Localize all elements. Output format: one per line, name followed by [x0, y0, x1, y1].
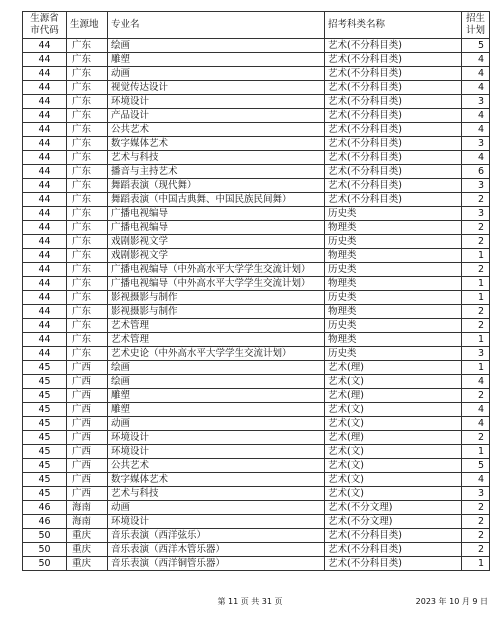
cell-category: 艺术(不分科目类) — [325, 151, 462, 165]
cell-province-code: 44 — [23, 305, 67, 319]
cell-origin: 广东 — [67, 193, 108, 207]
cell-major: 动画 — [108, 501, 325, 515]
cell-category: 艺术(文) — [325, 403, 462, 417]
cell-major: 雕塑 — [108, 403, 325, 417]
cell-province-code: 50 — [23, 529, 67, 543]
cell-category: 艺术(不分文理) — [325, 515, 462, 529]
cell-plan: 2 — [462, 263, 490, 277]
cell-province-code: 44 — [23, 319, 67, 333]
cell-major: 数字媒体艺术 — [108, 137, 325, 151]
cell-major: 戏剧影视文学 — [108, 249, 325, 263]
cell-province-code: 45 — [23, 431, 67, 445]
cell-plan: 1 — [462, 361, 490, 375]
cell-plan: 2 — [462, 515, 490, 529]
cell-category: 艺术(文) — [325, 375, 462, 389]
cell-plan: 2 — [462, 431, 490, 445]
cell-category: 历史类 — [325, 235, 462, 249]
cell-major: 雕塑 — [108, 389, 325, 403]
cell-major: 艺术史论（中外高水平大学学生交流计划） — [108, 347, 325, 361]
cell-province-code: 45 — [23, 445, 67, 459]
cell-major: 绘画 — [108, 361, 325, 375]
table-row — [23, 179, 490, 193]
table-row — [23, 333, 490, 347]
cell-major: 戏剧影视文学 — [108, 235, 325, 249]
cell-province-code: 44 — [23, 81, 67, 95]
cell-major: 产品设计 — [108, 109, 325, 123]
cell-major: 音乐表演（西洋铜管乐器） — [108, 557, 325, 571]
cell-category: 艺术(不分科目类) — [325, 109, 462, 123]
table-row — [23, 53, 490, 67]
cell-plan: 2 — [462, 319, 490, 333]
cell-category: 艺术(文) — [325, 417, 462, 431]
enrollment-plan-table — [22, 11, 490, 571]
cell-plan: 2 — [462, 543, 490, 557]
table-row — [23, 81, 490, 95]
cell-province-code: 44 — [23, 249, 67, 263]
cell-origin: 广东 — [67, 67, 108, 81]
cell-plan: 4 — [462, 403, 490, 417]
cell-province-code: 45 — [23, 459, 67, 473]
cell-province-code: 44 — [23, 235, 67, 249]
cell-origin: 广东 — [67, 333, 108, 347]
cell-origin: 广西 — [67, 431, 108, 445]
cell-plan: 6 — [462, 165, 490, 179]
table-row — [23, 305, 490, 319]
cell-origin: 重庆 — [67, 557, 108, 571]
cell-plan: 4 — [462, 473, 490, 487]
cell-major: 动画 — [108, 67, 325, 81]
cell-major: 广播电视编导（中外高水平大学学生交流计划） — [108, 277, 325, 291]
cell-origin: 海南 — [67, 515, 108, 529]
cell-major: 艺术与科技 — [108, 487, 325, 501]
cell-plan: 5 — [462, 39, 490, 53]
table-row — [23, 221, 490, 235]
cell-category: 历史类 — [325, 291, 462, 305]
cell-plan: 3 — [462, 487, 490, 501]
table-row — [23, 193, 490, 207]
cell-category: 艺术(不分科目类) — [325, 137, 462, 151]
cell-province-code: 44 — [23, 193, 67, 207]
cell-province-code: 44 — [23, 95, 67, 109]
cell-origin: 广东 — [67, 179, 108, 193]
header-major: 专业名 — [108, 12, 325, 39]
cell-category: 艺术(不分文理) — [325, 501, 462, 515]
cell-plan: 4 — [462, 151, 490, 165]
table-row — [23, 235, 490, 249]
table-row — [23, 123, 490, 137]
cell-plan: 4 — [462, 123, 490, 137]
cell-origin: 广东 — [67, 123, 108, 137]
cell-province-code: 44 — [23, 39, 67, 53]
cell-plan: 1 — [462, 249, 490, 263]
cell-province-code: 46 — [23, 515, 67, 529]
cell-major: 雕塑 — [108, 53, 325, 67]
cell-category: 艺术(不分科目类) — [325, 193, 462, 207]
table-row — [23, 459, 490, 473]
cell-origin: 广西 — [67, 473, 108, 487]
header-origin: 生源地 — [67, 12, 108, 39]
cell-category: 物理类 — [325, 277, 462, 291]
cell-province-code: 44 — [23, 277, 67, 291]
cell-province-code: 44 — [23, 123, 67, 137]
cell-major: 艺术与科技 — [108, 151, 325, 165]
cell-origin: 广东 — [67, 291, 108, 305]
cell-plan: 1 — [462, 291, 490, 305]
cell-plan: 3 — [462, 347, 490, 361]
cell-province-code: 44 — [23, 291, 67, 305]
cell-origin: 广东 — [67, 263, 108, 277]
cell-plan: 4 — [462, 109, 490, 123]
cell-category: 艺术(文) — [325, 473, 462, 487]
table-row — [23, 109, 490, 123]
cell-origin: 广东 — [67, 39, 108, 53]
table-row — [23, 319, 490, 333]
cell-plan: 4 — [462, 53, 490, 67]
cell-major: 音乐表演（西洋弦乐） — [108, 529, 325, 543]
cell-plan: 1 — [462, 445, 490, 459]
cell-category: 艺术(不分科目类) — [325, 543, 462, 557]
cell-origin: 广西 — [67, 403, 108, 417]
cell-major: 环境设计 — [108, 515, 325, 529]
cell-major: 公共艺术 — [108, 123, 325, 137]
cell-origin: 广东 — [67, 151, 108, 165]
cell-province-code: 44 — [23, 221, 67, 235]
cell-province-code: 44 — [23, 207, 67, 221]
cell-origin: 广东 — [67, 53, 108, 67]
cell-major: 视觉传达设计 — [108, 81, 325, 95]
cell-category: 艺术(不分科目类) — [325, 81, 462, 95]
table-row — [23, 403, 490, 417]
cell-category: 艺术(不分科目类) — [325, 165, 462, 179]
cell-major: 绘画 — [108, 375, 325, 389]
table-row — [23, 67, 490, 81]
cell-major: 环境设计 — [108, 95, 325, 109]
cell-category: 艺术(文) — [325, 459, 462, 473]
cell-category: 历史类 — [325, 347, 462, 361]
cell-province-code: 44 — [23, 151, 67, 165]
cell-category: 历史类 — [325, 319, 462, 333]
cell-origin: 广东 — [67, 165, 108, 179]
table-row — [23, 277, 490, 291]
cell-province-code: 50 — [23, 543, 67, 557]
cell-major: 音乐表演（西洋木管乐器） — [108, 543, 325, 557]
cell-origin: 广西 — [67, 361, 108, 375]
cell-plan: 4 — [462, 417, 490, 431]
cell-major: 影视摄影与制作 — [108, 291, 325, 305]
cell-category: 艺术(文) — [325, 487, 462, 501]
cell-plan: 2 — [462, 305, 490, 319]
cell-major: 艺术管理 — [108, 319, 325, 333]
table-row — [23, 347, 490, 361]
cell-province-code: 44 — [23, 333, 67, 347]
table-body — [23, 39, 490, 571]
cell-major: 环境设计 — [108, 445, 325, 459]
cell-origin: 广东 — [67, 347, 108, 361]
cell-province-code: 45 — [23, 389, 67, 403]
cell-origin: 广东 — [67, 137, 108, 151]
cell-plan: 3 — [462, 137, 490, 151]
cell-category: 艺术(文) — [325, 445, 462, 459]
cell-origin: 广东 — [67, 249, 108, 263]
table-row — [23, 291, 490, 305]
cell-origin: 广东 — [67, 221, 108, 235]
cell-province-code: 44 — [23, 179, 67, 193]
cell-category: 艺术(理) — [325, 361, 462, 375]
cell-province-code: 45 — [23, 361, 67, 375]
cell-plan: 4 — [462, 67, 490, 81]
cell-origin: 广西 — [67, 389, 108, 403]
cell-origin: 广西 — [67, 487, 108, 501]
table-row — [23, 375, 490, 389]
table-row — [23, 151, 490, 165]
table-row — [23, 515, 490, 529]
cell-category: 物理类 — [325, 221, 462, 235]
cell-origin: 重庆 — [67, 529, 108, 543]
cell-origin: 广东 — [67, 277, 108, 291]
cell-origin: 广东 — [67, 235, 108, 249]
cell-origin: 广东 — [67, 305, 108, 319]
cell-plan: 1 — [462, 277, 490, 291]
cell-province-code: 44 — [23, 263, 67, 277]
table-row — [23, 473, 490, 487]
cell-origin: 广西 — [67, 459, 108, 473]
cell-origin: 广东 — [67, 109, 108, 123]
cell-category: 艺术(不分科目类) — [325, 53, 462, 67]
cell-plan: 1 — [462, 557, 490, 571]
cell-category: 历史类 — [325, 263, 462, 277]
cell-province-code: 45 — [23, 487, 67, 501]
cell-province-code: 44 — [23, 67, 67, 81]
cell-major: 绘画 — [108, 39, 325, 53]
cell-province-code: 45 — [23, 403, 67, 417]
cell-category: 物理类 — [325, 249, 462, 263]
cell-category: 艺术(不分科目类) — [325, 39, 462, 53]
document-date: 2023 年 10 月 9 日 — [415, 597, 488, 606]
cell-major: 影视摄影与制作 — [108, 305, 325, 319]
cell-plan: 1 — [462, 333, 490, 347]
table-row — [23, 207, 490, 221]
cell-major: 广播电视编导 — [108, 221, 325, 235]
header-category: 招考科类名称 — [325, 12, 462, 39]
cell-origin: 重庆 — [67, 543, 108, 557]
cell-origin: 海南 — [67, 501, 108, 515]
table-row — [23, 487, 490, 501]
table-row — [23, 361, 490, 375]
cell-category: 物理类 — [325, 333, 462, 347]
table-row — [23, 39, 490, 53]
cell-major: 环境设计 — [108, 431, 325, 445]
table-row — [23, 165, 490, 179]
cell-origin: 广西 — [67, 417, 108, 431]
cell-major: 广播电视编导（中外高水平大学学生交流计划） — [108, 263, 325, 277]
table-row — [23, 445, 490, 459]
table-row — [23, 529, 490, 543]
page-number: 第 11 页 共 31 页 — [217, 597, 283, 606]
cell-category: 艺术(不分科目类) — [325, 95, 462, 109]
cell-province-code: 44 — [23, 53, 67, 67]
header-plan: 招生计划 — [462, 12, 490, 39]
cell-category: 艺术(不分科目类) — [325, 123, 462, 137]
cell-origin: 广西 — [67, 445, 108, 459]
cell-category: 艺术(不分科目类) — [325, 67, 462, 81]
table-header-row — [23, 12, 490, 39]
cell-plan: 2 — [462, 501, 490, 515]
cell-plan: 3 — [462, 95, 490, 109]
cell-plan: 2 — [462, 193, 490, 207]
cell-province-code: 44 — [23, 347, 67, 361]
table-row — [23, 137, 490, 151]
cell-province-code: 44 — [23, 165, 67, 179]
cell-origin: 广东 — [67, 319, 108, 333]
cell-major: 播音与主持艺术 — [108, 165, 325, 179]
cell-plan: 2 — [462, 235, 490, 249]
cell-major: 艺术管理 — [108, 333, 325, 347]
cell-province-code: 44 — [23, 109, 67, 123]
cell-origin: 广东 — [67, 207, 108, 221]
cell-major: 舞蹈表演（中国古典舞、中国民族民间舞） — [108, 193, 325, 207]
table-row — [23, 249, 490, 263]
cell-category: 艺术(不分科目类) — [325, 529, 462, 543]
cell-province-code: 44 — [23, 137, 67, 151]
cell-major: 舞蹈表演（现代舞） — [108, 179, 325, 193]
table-row — [23, 431, 490, 445]
table-row — [23, 501, 490, 515]
cell-plan: 2 — [462, 529, 490, 543]
cell-province-code: 45 — [23, 417, 67, 431]
table-row — [23, 417, 490, 431]
table-row — [23, 389, 490, 403]
cell-category: 艺术(理) — [325, 389, 462, 403]
header-province-code: 生源省市代码 — [23, 12, 67, 39]
cell-origin: 广东 — [67, 95, 108, 109]
cell-category: 艺术(理) — [325, 431, 462, 445]
table-row — [23, 263, 490, 277]
table-row — [23, 543, 490, 557]
cell-category: 历史类 — [325, 207, 462, 221]
cell-plan: 3 — [462, 207, 490, 221]
cell-province-code: 45 — [23, 375, 67, 389]
cell-major: 广播电视编导 — [108, 207, 325, 221]
cell-major: 数字媒体艺术 — [108, 473, 325, 487]
cell-category: 艺术(不分科目类) — [325, 557, 462, 571]
cell-plan: 2 — [462, 221, 490, 235]
cell-plan: 3 — [462, 179, 490, 193]
cell-province-code: 46 — [23, 501, 67, 515]
cell-category: 物理类 — [325, 305, 462, 319]
cell-plan: 5 — [462, 459, 490, 473]
cell-major: 动画 — [108, 417, 325, 431]
cell-origin: 广西 — [67, 375, 108, 389]
cell-plan: 2 — [462, 389, 490, 403]
cell-category: 艺术(不分科目类) — [325, 179, 462, 193]
table-row — [23, 95, 490, 109]
cell-origin: 广东 — [67, 81, 108, 95]
cell-plan: 4 — [462, 375, 490, 389]
cell-plan: 4 — [462, 81, 490, 95]
cell-major: 公共艺术 — [108, 459, 325, 473]
cell-province-code: 45 — [23, 473, 67, 487]
cell-province-code: 50 — [23, 557, 67, 571]
table-row — [23, 557, 490, 571]
